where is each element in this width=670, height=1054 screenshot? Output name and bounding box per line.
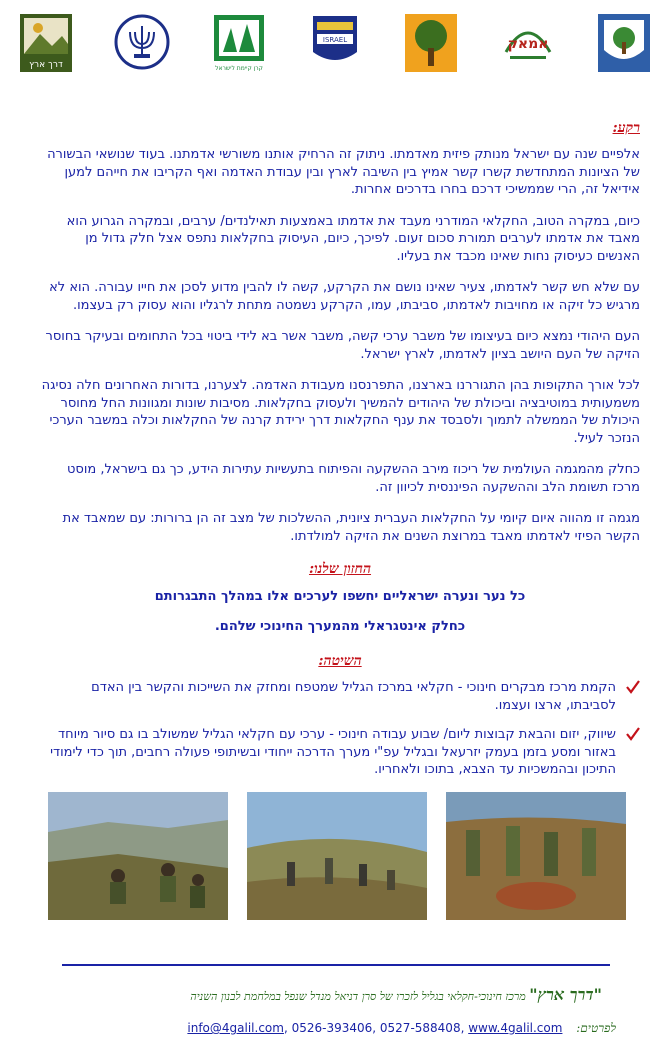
photo-soldiers-clearing-rocks xyxy=(446,792,626,920)
footer-divider xyxy=(62,964,610,966)
photo-youth-in-field xyxy=(48,792,228,920)
derech-eretz-logo xyxy=(18,12,74,74)
tree-logo xyxy=(403,12,459,74)
background-paragraph-6: כחלק מהמגמה העולמית של ריכוז מירב ההשקעה והפיתוח בתעשיות עתירות הידע, כך גם בישראל, מוסט מרכז תשומת הלב וההשקעה הפיננסית לכיוון זה. xyxy=(67,462,640,495)
checkmark-icon xyxy=(626,680,640,694)
method-list xyxy=(40,679,640,779)
logo-bar xyxy=(18,10,652,76)
israel-youth-award-logo xyxy=(114,12,170,74)
vision-line-1: כל נער ונערה ישראליים יחשפו לערכים אלו במהלך התבגרותם xyxy=(154,589,526,604)
vision-line-2: כחלק אינטגראלי מהמערך החינוכי שלהם. xyxy=(214,619,466,634)
footer-contact-line: לפרטים: info@4galil.com, 0526-393406, 0527-588408, www.4galil.com xyxy=(187,1021,616,1035)
background-paragraph-7: מגמה זו מהווה איום קיומי על החקלאות העברית ציונית, ההשלכות של מצב זה הן ברורות: עם שמאבד את הקשר הפיזי לאדמתו מאבד במרוצת השנים את הזיקה למולדתו. xyxy=(62,511,640,544)
kkl-logo-text: קרן קיימת לישראל xyxy=(214,65,263,72)
kkl-logo xyxy=(211,12,267,74)
footer-email-link[interactable]: info@4galil.com xyxy=(187,1021,284,1035)
main-content xyxy=(40,118,640,791)
amaka-logo-text: אמאק xyxy=(507,36,549,52)
footer-tagline: מרכז חינוכי-חקלאי בגליל לזכרו של סרן דניאל מנדל שנפל במלחמת לבנון השניה xyxy=(190,990,526,1003)
method-item xyxy=(40,726,640,779)
derech-eretz-logo-text: דרך ארץ xyxy=(29,60,63,70)
method-item xyxy=(40,679,640,714)
background-title: רקע: xyxy=(612,120,640,136)
vision-title: החזון שלנו: xyxy=(308,561,372,577)
photo-group-on-hillside xyxy=(247,792,427,920)
method-title: השיטה: xyxy=(318,653,362,669)
background-paragraph-2: כיום, במקרה הטוב, החקלאי המודרני מעבד את אדמתו באמצעות תאילנדים/ ערבים, ובמקרה הגרוע הוא מאבד את אדמתו לערבים תמורת סכום זעום. לפיכך, כיום, העיסוק בחקלאות נתפס אצל חלק גדול מן האנשים כעיסוק נחות שאינו מכבד את בעליו. xyxy=(66,213,640,264)
background-paragraph-5: לכל אורך התקופות בהן התגוררנו בארצנו, התפרנסנו מעבודת האדמה. לצערנו, בדורות האחרונים חלה נסיגה משמעותית במוטיבציה וביכולת של היהודים להמשיך ולעסוק בחקלאות. מסיבות שונות ומגוונות החל מחוסר היכולת של הממשלה לתמוך ולסבסד את ענף החקלאות דרך ירידת קרנה של החקלאות וכלה במשבר הערכי הנזכר לעיל. xyxy=(41,378,640,446)
footer-phones: 0526-393406, 0527-588408 xyxy=(291,1021,461,1035)
footer-brand: "דרך ארץ" xyxy=(529,985,602,1004)
checkmark-icon xyxy=(626,727,640,741)
background-paragraph-3: עם שלא חש קשר לאדמתו, צעיר שאינו נושם את הקרקע, קשה לו להבין מדוע לסכן את חייו עבורה. הוא לא מרגיש כל זיקה או מחויבות לאדמתו, סביבתו, עמו, הקרקע נשמטה מתחת לרגליו והוא עסוק רק בעצמו. xyxy=(49,280,640,313)
method-item-text: הקמת מרכז מבקרים חינוכי - חקלאי במרכז הגליל שמטפח ומחזק את השייכות והקשר בין האדם לסביבתו, ארצו ועצמו. xyxy=(91,680,616,713)
background-paragraph-1: אלפיים שנה עם ישראל מנותק פיזית מאדמתו. ניתוק זה הרחיק אותנו משורשי אדמתנו. בעוד שנושאי הבשורה של הציונות המתחדשת קשרו קשר אמיץ בין השיבה לארץ ובין עבודת האדמה ואף הקריבו את חייהם למען אידיאל זה, הרי שממשיכי דרכם בחרו בדרכים אחרות. xyxy=(47,147,640,197)
israel-youth-movements-logo xyxy=(307,12,363,74)
background-paragraph-4: העם היהודי נמצא כיום בעיצומו של משבר ערכי קשה, משבר אשר בא לידי ביטוי בכל התחומים ובעיקר בחוסר הזיקה של העם היושב בציון לאדמתו, לארץ ישראל. xyxy=(45,329,640,362)
amaka-logo xyxy=(500,12,556,74)
footer-tagline-line xyxy=(90,985,602,1005)
svg-text:ISRAEL: ISRAEL xyxy=(322,36,348,44)
method-item-text: שיווק, יזום והבאת קבוצות ליום/ שבוע עבודה חינוכי - ערכי עם חקלאי הגליל שמשולב בו גם סיור מיוחד באזור ומסע בזמן בעמק יזרעאל ובגליל עפ"י מערך הדרכה ייחודי ובשיתופי פעולה רחבים, תוך כדי לימודי התיכון ובהמשכיות עד הצבא, בתוכו ולאחריו. xyxy=(50,727,616,777)
footer-contact-label: לפרטים: xyxy=(576,1021,616,1035)
photo-strip xyxy=(48,792,626,920)
footer-website-link[interactable]: www.4galil.com xyxy=(468,1021,563,1035)
galil-emblem-logo xyxy=(596,12,652,74)
